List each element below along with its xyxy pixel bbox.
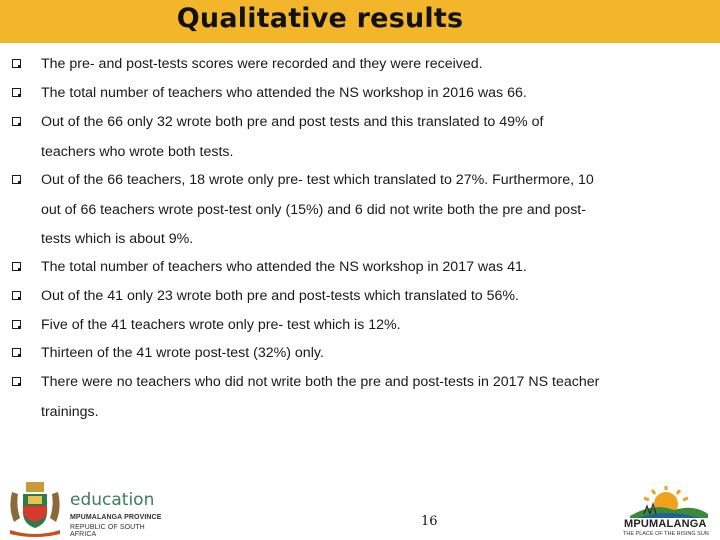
bullet-text-line: tests which is about 9%.: [41, 231, 194, 247]
education-logo: [6, 478, 166, 538]
bullet-item: [12, 311, 702, 341]
mpumalanga-logo: [614, 484, 718, 538]
country-label: REPUBLIC OF SOUTH AFRICA: [70, 524, 145, 538]
bullet-item: [12, 282, 702, 312]
bullet-text-line: Thirteen of the 41 wrote post-test (32%) only.: [41, 345, 324, 361]
bullet-text-line: The total number of teachers who attended the NS workshop in 2017 was 41.: [41, 259, 527, 275]
bullet-text-line: There were no teachers who did not write both the pre and post-tests in 2017 NS teacher: [41, 374, 600, 390]
bullet-item: [12, 50, 702, 80]
bullet-item: [12, 253, 702, 283]
checkbox-bullet-icon: [12, 291, 21, 300]
bullet-item: [12, 368, 702, 427]
bullet-text-line: teachers who wrote both tests.: [41, 143, 234, 160]
education-wordmark: education: [70, 490, 155, 510]
checkbox-bullet-icon: [12, 88, 21, 97]
mpumalanga-wordmark: MPUMALANGA: [624, 518, 707, 530]
bullet-text-line: Out of the 66 only 32 wrote both pre and post tests and this translated to 49% of: [41, 114, 544, 130]
mpumalanga-tagline: THE PLACE OF THE RISING SUN: [623, 531, 709, 537]
bullet-text-line: Out of the 41 only 23 wrote both pre and post-tests which translated to 56%.: [41, 288, 519, 304]
bullet-item: [12, 166, 702, 255]
bullet-item: [12, 79, 702, 109]
rising-sun-icon: [614, 484, 718, 518]
bullet-item: [12, 108, 702, 167]
checkbox-bullet-icon: [12, 59, 21, 68]
checkbox-bullet-icon: [12, 117, 21, 126]
bullet-text-line: out of 66 teachers wrote post-test only (15%) and 6 did not write both the pre and post-: [41, 201, 586, 218]
checkbox-bullet-icon: [12, 262, 21, 271]
coat-of-arms-icon: [6, 478, 64, 538]
checkbox-bullet-icon: [12, 348, 21, 357]
slide-title: Qualitative results: [176, 3, 464, 34]
checkbox-bullet-icon: [12, 377, 21, 386]
checkbox-bullet-icon: [12, 320, 21, 329]
province-label: MPUMALANGA PROVINCE: [70, 514, 162, 521]
bullet-text-line: The pre- and post-tests scores were recorded and they were received.: [41, 56, 483, 72]
bullet-text-line: The total number of teachers who attended the NS workshop in 2016 was 66.: [41, 85, 527, 101]
bullet-text-line: Five of the 41 teachers wrote only pre- test which is 12%.: [41, 317, 401, 333]
page-number: 16: [421, 514, 438, 529]
bullet-text-line: Out of the 66 teachers, 18 wrote only pre- test which translated to 27%. Furthermore, 10: [41, 172, 594, 188]
checkbox-bullet-icon: [12, 175, 21, 184]
bullet-text-line: trainings.: [41, 403, 99, 420]
footer: [0, 470, 720, 540]
bullet-item: [12, 339, 702, 369]
